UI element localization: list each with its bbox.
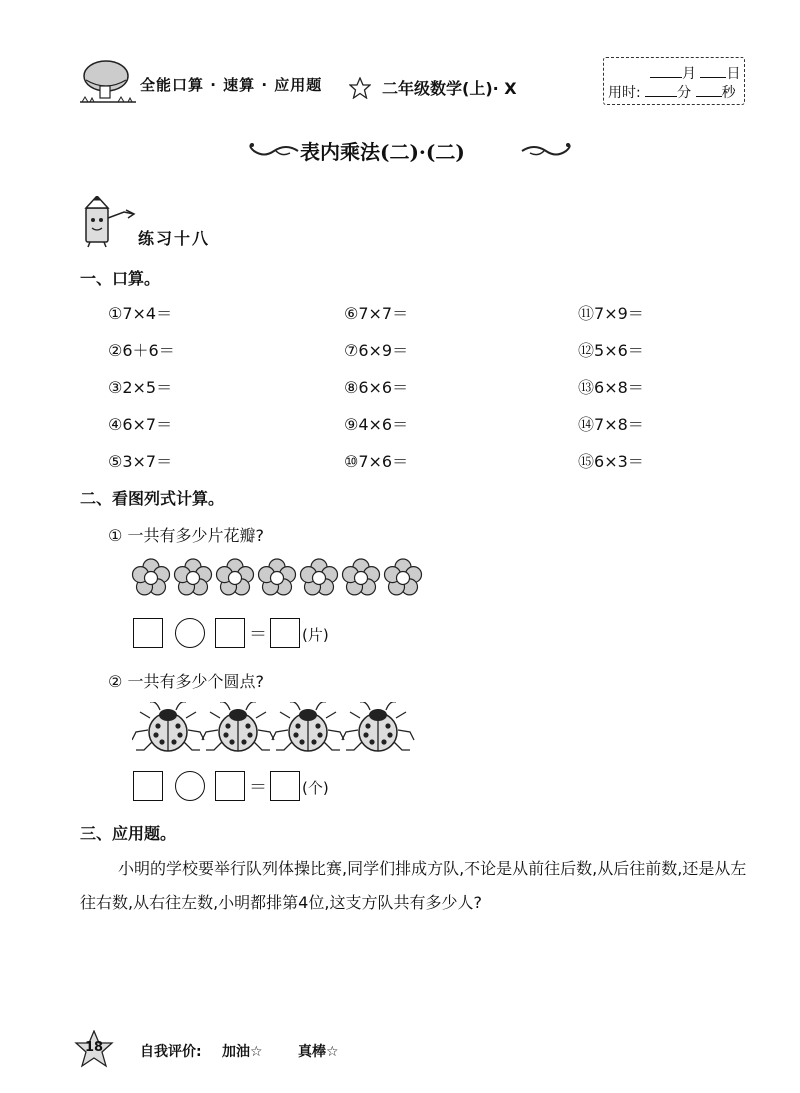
calc-item: ①7×4＝ [108,304,173,323]
calc-item: ⑤3×7＝ [108,452,173,471]
calc-item: ⑪7×9＝ [578,304,644,323]
flower-icon [385,559,422,595]
second-blank[interactable] [696,83,722,97]
flower-icon [259,559,296,595]
day-label: 日 [726,66,741,82]
answer-box[interactable] [133,618,163,648]
month-label: 月 [682,66,696,82]
calc-item: ⑥7×7＝ [344,304,409,323]
operator-circle[interactable] [175,618,205,648]
equals-sign: ＝ [249,624,267,645]
practice-label: 练习十八 [138,229,211,248]
flowers-illustration [130,556,430,600]
calc-item: ⑩7×6＝ [344,452,409,471]
flower-icon [343,559,380,595]
section-1-title: 一、口算。 [80,269,161,288]
pencil-mascot-icon [78,196,138,248]
calc-item: ⑦6×9＝ [344,341,409,360]
month-blank[interactable] [650,64,682,78]
minute-label: 分 [677,85,692,101]
evaluation-option-great[interactable]: 真棒☆ [298,1044,339,1060]
ladybug-icon [342,702,414,751]
mushroom-logo-icon [78,58,138,104]
ladybug-icon [202,702,274,751]
star-icon [349,77,371,99]
calc-item: ⑧6×6＝ [344,378,409,397]
date-time-box [603,57,745,105]
calc-item: ⑬6×8＝ [578,378,644,397]
book-title: 二年级数学(上)· X [382,79,517,98]
section-3-title: 三、应用题。 [80,824,177,843]
flower-icon [175,559,212,595]
section-2-title: 二、看图列式计算。 [80,489,225,508]
flower-icon [133,559,170,595]
answer-box[interactable] [215,618,245,648]
answer-box[interactable] [215,771,245,801]
calc-item: ③2×5＝ [108,378,173,397]
evaluation-option-keep-going[interactable]: 加油☆ [222,1044,263,1060]
equals-sign: ＝ [249,777,267,798]
ladybugs-illustration [132,702,418,754]
question-2-prompt: ② 一共有多少个圆点? [108,672,264,691]
minute-blank[interactable] [645,83,677,97]
title-ornament-right-icon [520,141,574,161]
lesson-title: 表内乘法(二)·(二) [300,140,465,164]
operator-circle[interactable] [175,771,205,801]
ladybug-icon [132,702,204,751]
time-line [608,82,736,102]
word-problem-text: 小明的学校要举行队列体操比赛,同学们排成方队,不论是从前往后数,从后往前数,还是从左往右数,从右往左数,小明都排第4位,这支方队共有多少人? [80,859,747,912]
calc-item: ②6＋6＝ [108,341,175,360]
result-box[interactable] [270,771,300,801]
calc-item: ⑨4×6＝ [344,415,409,434]
title-ornament-left-icon [246,141,300,161]
ladybug-icon [272,702,344,751]
second-label: 秒 [721,85,736,101]
flower-icon [301,559,338,595]
answer-box[interactable] [133,771,163,801]
calc-item: ⑮6×3＝ [578,452,644,471]
day-blank[interactable] [700,64,726,78]
calc-item: ⑭7×8＝ [578,415,644,434]
unit-label: (片) [302,626,329,644]
unit-label: (个) [302,779,329,797]
series-title: 全能口算 · 速算 · 应用题 [140,76,323,94]
question-1-prompt: ① 一共有多少片花瓣? [108,526,264,545]
time-label: 用时: [608,85,641,101]
page-number: 18 [84,1040,104,1055]
result-box[interactable] [270,618,300,648]
date-line [650,63,740,83]
calc-item: ⑫5×6＝ [578,341,644,360]
calc-item: ④6×7＝ [108,415,173,434]
self-evaluation-label: 自我评价: [140,1044,202,1060]
flower-icon [217,559,254,595]
